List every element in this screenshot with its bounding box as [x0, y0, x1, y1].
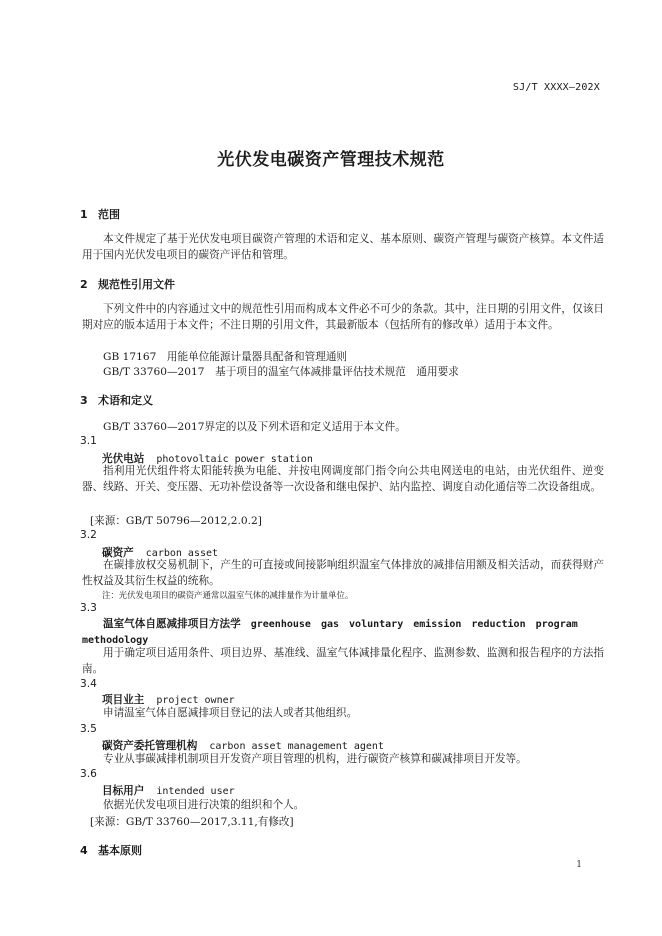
term-zh: 碳资产 [102, 547, 134, 559]
term-source: [来源：GB/T 50796—2012,2.0.2] [90, 515, 262, 527]
section-2-heading [80, 276, 175, 292]
section-1-heading [80, 206, 120, 222]
term-zh: 温室气体自愿减排项目方法学 [103, 618, 241, 630]
section-4-heading [80, 842, 142, 858]
term-en: carbon asset management agent [209, 741, 384, 752]
term-number: 3.2 [80, 529, 97, 541]
document-title: 光伏发电碳资产管理技术规范 [217, 150, 445, 170]
standard-code: SJ/T XXXX—202X [512, 82, 600, 93]
term-number: 3.6 [80, 768, 97, 780]
term-definition: 申请温室气体自愿减排项目登记的法人或者其他组织。 [103, 707, 358, 719]
term-source: [来源：GB/T 33760—2017,3.11,有修改] [90, 816, 294, 828]
term-number: 3.3 [80, 602, 97, 614]
term-zh: 项目业主 [102, 694, 145, 706]
section-number: 4 [80, 844, 88, 857]
section-number: 2 [80, 278, 88, 291]
normative-reference: GB/T 33760—2017 基于项目的温室气体减排量评估技术规范 通用要求 [103, 366, 459, 378]
section-1-body: 本文件规定了基于光伏发电项目碳资产管理的术语和定义、基本原则、碳资产管理与碳资产核算。本文件适用于国内光伏发电项目的碳资产评估和管理。 [82, 233, 604, 261]
term-number: 3.1 [80, 435, 97, 447]
term-title [82, 617, 604, 648]
term-en: carbon asset [145, 548, 219, 559]
section-title: 规范性引用文件 [98, 278, 175, 291]
section-number: 1 [80, 208, 88, 221]
normative-reference: GB 17167 用能单位能源计量器具配备和管理通则 [103, 351, 348, 363]
term-zh: 碳资产委托管理机构 [102, 740, 198, 752]
term-en: intended user [156, 786, 235, 797]
section-3-heading [80, 392, 153, 408]
term-number: 3.5 [80, 723, 97, 735]
term-definition: 指利用光伏组件将太阳能转换为电能、并按电网调度部门指令向公共电网送电的电站，由光伏组件、逆变器、线路、开关、变压器、无功补偿设备等一次设备和继电保护、站内监控、调度自动化通信等二次设备组成。 [82, 465, 604, 493]
term-number: 3.4 [80, 678, 97, 690]
term-title [102, 738, 384, 753]
section-3-intro: GB/T 33760—2017界定的以及下列术语和定义适用于本文件。 [103, 421, 406, 433]
section-title: 基本原则 [98, 844, 142, 857]
section-title: 术语和定义 [98, 394, 153, 407]
section-title: 范围 [98, 208, 120, 221]
term-definition: 专业从事碳减排机制项目开发资产项目管理的机构，进行碳资产核算和碳减排项目开发等。 [103, 753, 527, 765]
term-en: photovoltaic power station [156, 454, 313, 465]
term-title [102, 692, 235, 707]
term-definition: 依据光伏发电项目进行决策的组织和个人。 [103, 799, 305, 811]
term-zh: 目标用户 [102, 785, 145, 797]
term-zh: 光伏电站 [102, 453, 145, 465]
section-2-body: 下列文件中的内容通过文中的规范性引用而构成本文件必不可少的条款。其中，注日期的引用文件，仅该日期对应的版本适用于本文件；不注日期的引用文件，其最新版本（包括所有的修改单）适用于本文件。 [82, 303, 604, 331]
page-number: 1 [576, 860, 582, 870]
term-en: greenhouse gas voluntary emission reduction program methodology [82, 619, 578, 646]
term-title [102, 783, 235, 798]
section-number: 3 [80, 394, 88, 407]
term-definition: 在碳排放权交易机制下，产生的可直接或间接影响组织温室气体排放的减排信用额及相关活动，而获得财产性权益及其衍生权益的统称。 [82, 559, 604, 587]
term-en: project owner [156, 695, 235, 706]
term-note: 注：光伏发电项目的碳资产通常以温室气体的减排量作为计量单位。 [102, 590, 354, 600]
term-definition: 用于确定项目适用条件、项目边界、基准线、温室气体减排量化程序、监测参数、监测和报告程序的方法指南。 [82, 647, 604, 675]
